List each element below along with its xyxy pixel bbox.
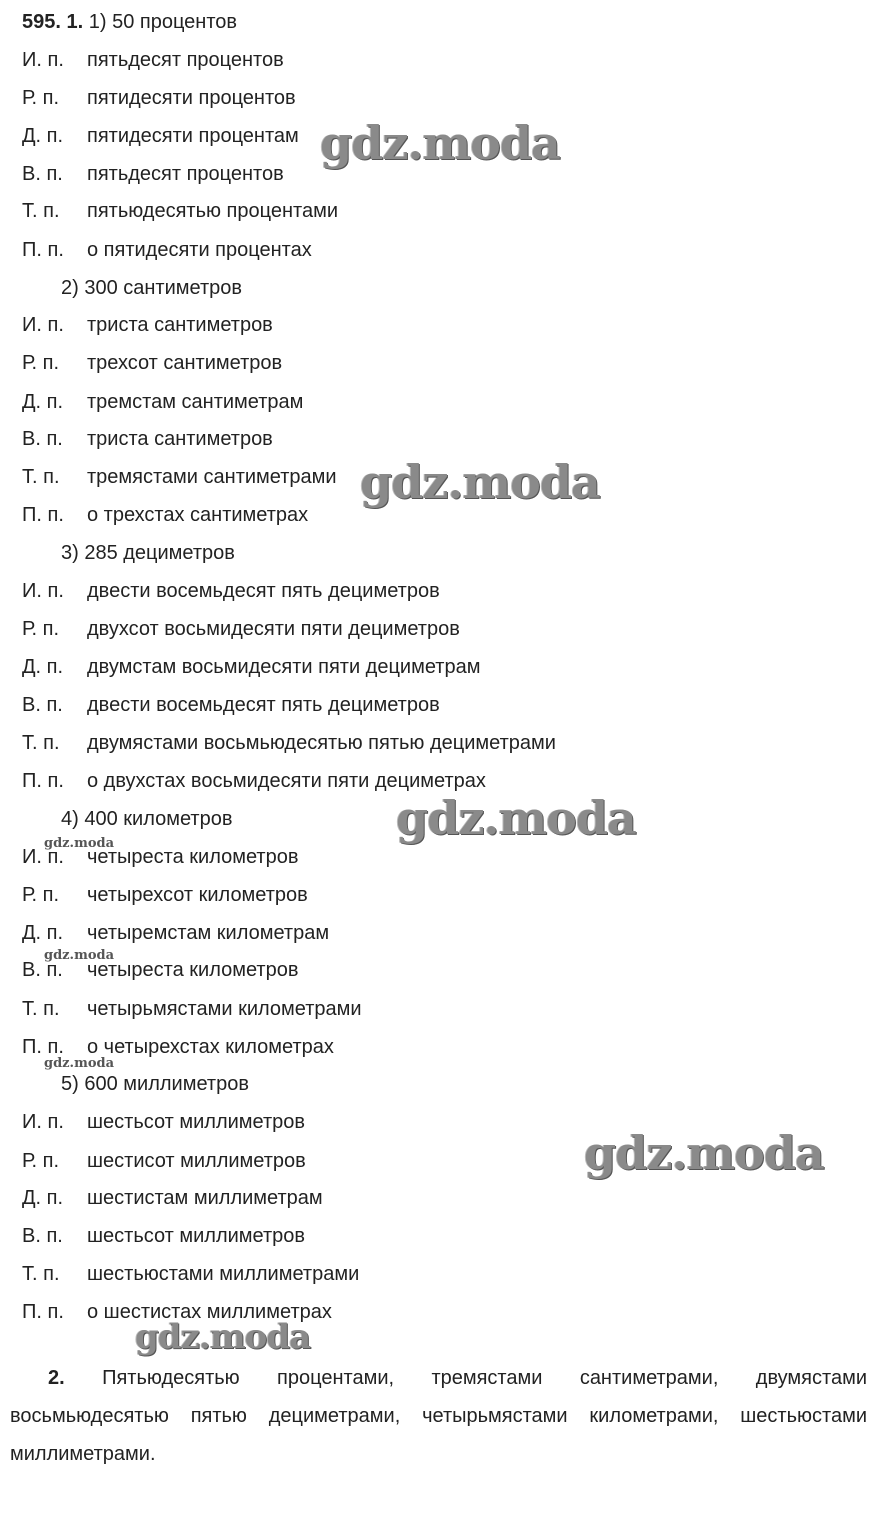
case-form: о пятидесяти процентах [87,239,312,261]
case-label: Р. п. [22,1150,60,1172]
case-label: П. п. [22,1036,64,1058]
case-form: пятидесяти процентов [87,87,296,109]
case-label: И. п. [22,580,64,602]
case-label: Д. п. [22,391,64,413]
item-title: 2) 300 сантиметров [61,277,243,299]
case-form: двумястами восьмьюдесятью пятью дециметрами [87,732,556,754]
case-form: пятьюдесятью процентами [87,200,339,222]
watermark-logo-small: gdz.moda [44,1056,115,1071]
case-form: двухсот восьмидесяти пяти дециметров [87,618,460,640]
case-label: П. п. [22,239,64,261]
item-title: 4) 400 километров [61,808,233,830]
case-form: двести восемьдесят пять дециметров [87,580,440,602]
case-form: триста сантиметров [87,314,273,336]
case-label: Т. п. [22,1263,60,1285]
case-label: В. п. [22,163,63,185]
exercise-number: 595. 1. [22,11,84,33]
case-form: шестьсот миллиметров [87,1111,306,1133]
case-form: двумстам восьмидесяти пяти дециметрам [87,656,481,678]
case-form: четыреста километров [87,959,299,981]
case-label: Д. п. [22,656,64,678]
task2-paragraph [10,1359,867,1473]
case-form: четырехсот километров [87,884,308,906]
case-label: Т. п. [22,466,60,488]
case-label: В. п. [22,1225,63,1247]
watermark-logo: gdz.moda [584,1126,824,1180]
case-label: Р. п. [22,87,60,109]
watermark-logo: gdz.moda [396,791,636,845]
case-form: пятьдесят процентов [87,163,284,185]
item-title: 1) 50 процентов [88,11,238,33]
watermark-logo-small: gdz.moda [44,948,115,963]
case-form: о двухстах восьмидесяти пяти дециметрах [87,770,486,792]
case-label: Т. п. [22,998,60,1020]
case-label: Р. п. [22,884,60,906]
exercise-header [22,10,237,34]
case-form: четырьмястами километрами [87,998,362,1020]
case-label: Д. п. [22,1187,64,1209]
task2-text: Пятьюдесятью процентами, тремястами сантиметрами, двумястами [102,1367,867,1389]
item-title: 5) 600 миллиметров [61,1073,249,1095]
case-form: о четырехстах километрах [87,1036,334,1058]
case-label: И. п. [22,1111,64,1133]
watermark-logo-small: gdz.moda [44,836,115,851]
case-label: Р. п. [22,618,60,640]
case-form: о шестистах миллиметрах [87,1301,332,1323]
case-form: триста сантиметров [87,428,273,450]
case-form: пятидесяти процентам [87,125,299,147]
case-label: В. п. [22,959,63,981]
case-label: П. п. [22,504,64,526]
case-form: трехсот сантиметров [87,352,283,374]
case-label: Т. п. [22,732,60,754]
task2-line-1 [10,1359,867,1397]
watermark-logo: gdz.moda [320,116,560,170]
case-form: тремстам сантиметрам [87,391,304,413]
case-label: И. п. [22,846,64,868]
case-form: о трехстах сантиметрах [87,504,309,526]
task2-line-2: восьмьюдесятью пятью дециметрами, четырьмястами километрами, шестьюстами [10,1405,867,1427]
case-label: Р. п. [22,352,60,374]
case-label: В. п. [22,428,63,450]
case-form: шестьсот миллиметров [87,1225,306,1247]
task2-line-3: миллиметрами. [10,1443,156,1465]
case-form: четыреста километров [87,846,299,868]
task2-number: 2. [48,1367,65,1389]
case-label: Д. п. [22,125,64,147]
case-form: тремястами сантиметрами [87,466,337,488]
case-label: И. п. [22,49,64,71]
case-label: П. п. [22,1301,64,1323]
case-label: Д. п. [22,922,64,944]
case-form: шестистам миллиметрам [87,1187,323,1209]
watermark-logo: gdz.moda [360,455,600,509]
case-form: шестьюстами миллиметрами [87,1263,360,1285]
case-form: шестисот миллиметров [87,1150,306,1172]
case-form: четыремстам километрам [87,922,330,944]
item-title: 3) 285 дециметров [61,542,235,564]
case-form: двести восемьдесят пять дециметров [87,694,440,716]
case-form: пятьдесят процентов [87,49,284,71]
watermark-logo: gdz.moda [135,1317,311,1357]
case-label: И. п. [22,314,64,336]
case-label: П. п. [22,770,64,792]
case-label: В. п. [22,694,63,716]
case-label: Т. п. [22,200,60,222]
